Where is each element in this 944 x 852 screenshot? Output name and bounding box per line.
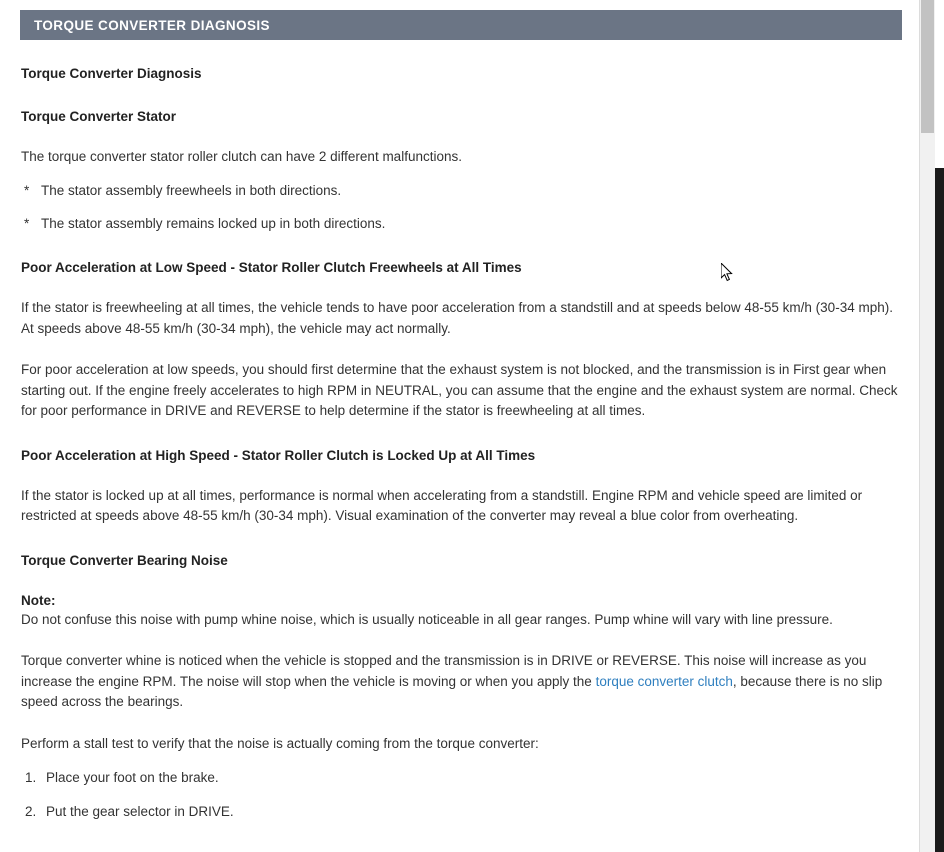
inner-scrollbar[interactable] [919,0,935,852]
heading-torque-converter-diagnosis: Torque Converter Diagnosis [21,66,202,81]
heading-torque-converter-stator: Torque Converter Stator [21,109,177,125]
inner-scrollbar-thumb[interactable] [921,0,934,133]
paragraph-stator-intro: The torque converter stator roller clutch can have 2 different malfunctions. [21,149,462,165]
heading-poor-acceleration-low-speed: Poor Acceleration at Low Speed - Stator Roller Clutch Freewheels at All Times [21,259,522,275]
list-item [21,181,900,201]
step-number: 1. [25,770,37,786]
list-item-label: Put the gear selector in DRIVE. [46,804,234,820]
list-item [21,802,900,822]
outer-scrollbar-thumb[interactable] [935,168,944,852]
section-header-bar [20,10,902,40]
paragraph-low-speed-2: For poor acceleration at low speeds, you should first determine that the exhaust system is not blocked, and the transmission is in First gear when starting out. If the engine freely accelerates to high RPM in NEUTRAL, you can assume that the engine and the exhaust system are normal. Check for poor performance in DRIVE and REVERSE to help determine if the stator is freewheeling at all times. [21,362,898,419]
paragraph-high-speed-1: If the stator is locked up at all times, performance is normal when accelerating from a standstill. Engine RPM and vehicle speed are limited or restricted at speeds above 48-55 km/h (30-34 mph). Visual examination of the converter may reveal a blue color from overheating. [21,487,863,524]
document-body [0,65,920,822]
link-torque-converter-clutch[interactable]: torque converter clutch [595,673,733,689]
paragraph-stall-test-intro: Perform a stall test to verify that the noise is actually coming from the torque converter: [21,735,539,751]
stator-malfunction-list [21,181,900,234]
note-label: Note: [21,593,56,609]
note-block [21,591,900,630]
list-item-label: The stator assembly freewheels in both directions. [41,182,342,198]
list-item-label: Place your foot on the brake. [46,770,219,786]
section-header-title: TORQUE CONVERTER DIAGNOSIS [34,17,270,33]
heading-poor-acceleration-high-speed: Poor Acceleration at High Speed - Stator Roller Clutch is Locked Up at All Times [21,447,536,463]
paragraph-converter-whine [21,651,900,713]
step-number: 2. [25,804,37,820]
outer-scrollbar[interactable] [935,0,944,852]
stall-test-steps [21,768,900,822]
note-text: Do not confuse this noise with pump whine noise, which is usually noticeable in all gear ranges. Pump whine will vary with line pressure. [21,612,833,628]
heading-torque-converter-bearing-noise: Torque Converter Bearing Noise [21,552,228,568]
paragraph-low-speed-1: If the stator is freewheeling at all times, the vehicle tends to have poor acceleration from a standstill and at speeds below 48-55 km/h (30-34 mph). At speeds above 48-55 km/h (30-34 mph), the vehicle may act normally. [21,300,893,336]
list-item [21,214,900,234]
list-item [21,768,900,788]
list-item-label: The stator assembly remains locked up in both directions. [41,215,386,231]
whine-text-after: , because there is no slip speed across the bearings. [21,673,883,710]
whine-text-before: Torque converter whine is noticed when the vehicle is stopped and the transmission is in DRIVE or REVERSE. This noise will increase as you increase the engine RPM. The noise will stop when the vehicle is moving or when you apply the [21,653,867,689]
bullet-star-icon: * [24,182,30,198]
bullet-star-icon: * [24,215,30,231]
